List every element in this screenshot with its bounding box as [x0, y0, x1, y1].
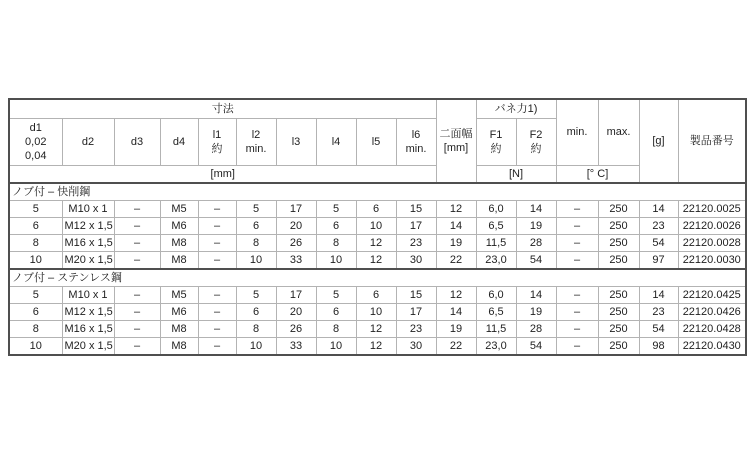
table-cell: 14 [639, 287, 678, 304]
col-header-d1: d1 0,02 0,04 [9, 119, 62, 166]
table-cell: 19 [436, 321, 476, 338]
table-cell: 5 [9, 201, 62, 218]
section-header-row [9, 183, 746, 201]
table-cell: 8 [9, 321, 62, 338]
col-header-d3: d3 [114, 119, 160, 166]
table-cell: 97 [639, 252, 678, 270]
table-cell: – [556, 287, 598, 304]
table-cell: 250 [598, 201, 639, 218]
table-cell: 28 [516, 321, 556, 338]
table-cell: M20 x 1,5 [62, 252, 114, 270]
table-cell: – [198, 304, 236, 321]
table-cell: 15 [396, 201, 436, 218]
col-header-l4: l4 [316, 119, 356, 166]
table-cell: M8 [160, 235, 198, 252]
table-cell: 11,5 [476, 235, 516, 252]
width-across-unit: [mm] [443, 142, 469, 154]
table-cell: – [556, 201, 598, 218]
table-cell: 12 [436, 287, 476, 304]
table-cell: 250 [598, 338, 639, 356]
spec-table [8, 98, 747, 356]
table-cell: 10 [356, 218, 396, 235]
table-cell: 12 [356, 235, 396, 252]
col-header-temp-max: max. [598, 99, 639, 166]
col-header-l5: l5 [356, 119, 396, 166]
table-row [9, 321, 746, 338]
table-cell: – [114, 235, 160, 252]
table-cell: 23,0 [476, 338, 516, 356]
table-cell: 8 [316, 235, 356, 252]
table-cell: 5 [9, 287, 62, 304]
table-cell: 14 [436, 304, 476, 321]
table-cell: – [556, 218, 598, 235]
table-cell: M12 x 1,5 [62, 218, 114, 235]
table-cell: 6 [356, 287, 396, 304]
table-cell: 11,5 [476, 321, 516, 338]
table-cell: 250 [598, 321, 639, 338]
table-cell: 6,0 [476, 201, 516, 218]
part-number-cell: 22120.0426 [678, 304, 746, 321]
table-cell: – [556, 304, 598, 321]
col-header-temp-min: min. [556, 99, 598, 166]
table-cell: M8 [160, 321, 198, 338]
table-cell: 15 [396, 287, 436, 304]
part-number-cell: 22120.0428 [678, 321, 746, 338]
col-header-l3: l3 [276, 119, 316, 166]
table-cell: – [114, 218, 160, 235]
header-group-row [9, 99, 746, 119]
dimensions-group-header: 寸法 [9, 99, 436, 119]
table-cell: 98 [639, 338, 678, 356]
table-cell: 10 [356, 304, 396, 321]
table-cell: M16 x 1,5 [62, 321, 114, 338]
table-cell: 6 [236, 304, 276, 321]
table-cell: 8 [316, 321, 356, 338]
table-cell: – [556, 252, 598, 270]
col-header-d2: d2 [62, 119, 114, 166]
table-cell: 22 [436, 338, 476, 356]
table-cell: 19 [436, 235, 476, 252]
table-cell: 17 [396, 304, 436, 321]
part-number-cell: 22120.0025 [678, 201, 746, 218]
table-cell: 23 [639, 304, 678, 321]
spec-table-container [8, 98, 747, 356]
table-cell: 33 [276, 338, 316, 356]
table-cell: 20 [276, 218, 316, 235]
col-header-f2: F2 約 [516, 119, 556, 166]
part-number-cell: 22120.0430 [678, 338, 746, 356]
col-header-l1: l1 約 [198, 119, 236, 166]
table-cell: 10 [236, 252, 276, 270]
unit-celsius: [° C] [556, 166, 639, 184]
table-cell: 17 [396, 218, 436, 235]
table-cell: 30 [396, 338, 436, 356]
table-cell: 10 [316, 252, 356, 270]
table-cell: 6,0 [476, 287, 516, 304]
table-cell: – [198, 201, 236, 218]
table-cell: M6 [160, 304, 198, 321]
table-cell: 5 [316, 287, 356, 304]
table-cell: – [198, 321, 236, 338]
table-cell: M10 x 1 [62, 201, 114, 218]
table-cell: 12 [356, 338, 396, 356]
table-row [9, 338, 746, 356]
table-cell: 54 [516, 338, 556, 356]
table-cell: 250 [598, 218, 639, 235]
table-cell: M12 x 1,5 [62, 304, 114, 321]
width-across-label: 二面幅 [439, 127, 473, 140]
part-number-cell: 22120.0030 [678, 252, 746, 270]
table-cell: 54 [516, 252, 556, 270]
table-cell: 30 [396, 252, 436, 270]
table-cell: 54 [639, 235, 678, 252]
table-cell: M5 [160, 201, 198, 218]
table-cell: 12 [356, 321, 396, 338]
table-cell: 6,5 [476, 218, 516, 235]
table-cell: 23 [639, 218, 678, 235]
col-header-width-across-flats [436, 99, 476, 183]
table-cell: 10 [9, 252, 62, 270]
table-cell: 22 [436, 252, 476, 270]
col-header-l2: l2 min. [236, 119, 276, 166]
table-cell: 5 [236, 287, 276, 304]
table-cell: 10 [236, 338, 276, 356]
table-row [9, 235, 746, 252]
table-cell: 6 [9, 218, 62, 235]
table-cell: M6 [160, 218, 198, 235]
table-cell: 54 [639, 321, 678, 338]
table-row [9, 304, 746, 321]
table-cell: M5 [160, 287, 198, 304]
table-cell: – [114, 304, 160, 321]
table-cell: 14 [639, 201, 678, 218]
table-cell: 14 [516, 287, 556, 304]
table-cell: 12 [356, 252, 396, 270]
table-cell: M20 x 1,5 [62, 338, 114, 356]
table-cell: 23 [396, 321, 436, 338]
table-cell: 6 [316, 218, 356, 235]
table-cell: – [114, 338, 160, 356]
table-cell: 26 [276, 235, 316, 252]
table-cell: 6 [356, 201, 396, 218]
col-header-d4: d4 [160, 119, 198, 166]
table-cell: M16 x 1,5 [62, 235, 114, 252]
col-header-part-number: 製品番号 [678, 99, 746, 183]
table-cell: 8 [236, 235, 276, 252]
table-cell: 5 [236, 201, 276, 218]
table-cell: 6 [9, 304, 62, 321]
table-cell: 6 [316, 304, 356, 321]
spec-table-body [9, 183, 746, 355]
unit-newton: [N] [476, 166, 556, 184]
table-cell: 250 [598, 235, 639, 252]
table-cell: – [556, 235, 598, 252]
table-cell: 14 [516, 201, 556, 218]
unit-mm: [mm] [9, 166, 436, 184]
table-cell: 5 [316, 201, 356, 218]
section-label: ノブ付 – 快削鋼 [9, 183, 746, 201]
table-cell: 250 [598, 287, 639, 304]
table-row [9, 252, 746, 270]
table-cell: 33 [276, 252, 316, 270]
table-cell: 6 [236, 218, 276, 235]
table-cell: – [198, 235, 236, 252]
table-cell: 19 [516, 304, 556, 321]
table-cell: 8 [9, 235, 62, 252]
table-cell: – [198, 218, 236, 235]
table-cell: 12 [436, 201, 476, 218]
part-number-cell: 22120.0425 [678, 287, 746, 304]
header-units-row [9, 166, 746, 184]
table-cell: – [198, 338, 236, 356]
table-row [9, 218, 746, 235]
table-cell: 28 [516, 235, 556, 252]
table-cell: – [198, 287, 236, 304]
table-cell: 23 [396, 235, 436, 252]
table-cell: – [114, 321, 160, 338]
table-cell: M10 x 1 [62, 287, 114, 304]
table-cell: – [114, 201, 160, 218]
table-cell: 10 [9, 338, 62, 356]
table-cell: 8 [236, 321, 276, 338]
table-cell: – [556, 338, 598, 356]
section-header-row [9, 269, 746, 287]
col-header-l6: l6 min. [396, 119, 436, 166]
table-cell: 20 [276, 304, 316, 321]
table-cell: 14 [436, 218, 476, 235]
table-cell: – [556, 321, 598, 338]
section-label: ノブ付 – ステンレス鋼 [9, 269, 746, 287]
table-cell: – [198, 252, 236, 270]
table-cell: 10 [316, 338, 356, 356]
table-cell: 17 [276, 287, 316, 304]
table-cell: – [114, 287, 160, 304]
table-cell: 250 [598, 252, 639, 270]
table-cell: M8 [160, 338, 198, 356]
table-cell: M8 [160, 252, 198, 270]
spring-force-group-header: バネ力1) [476, 99, 556, 119]
table-cell: 23,0 [476, 252, 516, 270]
part-number-cell: 22120.0026 [678, 218, 746, 235]
table-cell: 6,5 [476, 304, 516, 321]
table-cell: 17 [276, 201, 316, 218]
table-row [9, 201, 746, 218]
col-header-f1: F1 約 [476, 119, 516, 166]
table-cell: – [114, 252, 160, 270]
part-number-cell: 22120.0028 [678, 235, 746, 252]
table-cell: 19 [516, 218, 556, 235]
table-row [9, 287, 746, 304]
col-header-weight: [g] [639, 99, 678, 183]
table-cell: 26 [276, 321, 316, 338]
table-cell: 250 [598, 304, 639, 321]
